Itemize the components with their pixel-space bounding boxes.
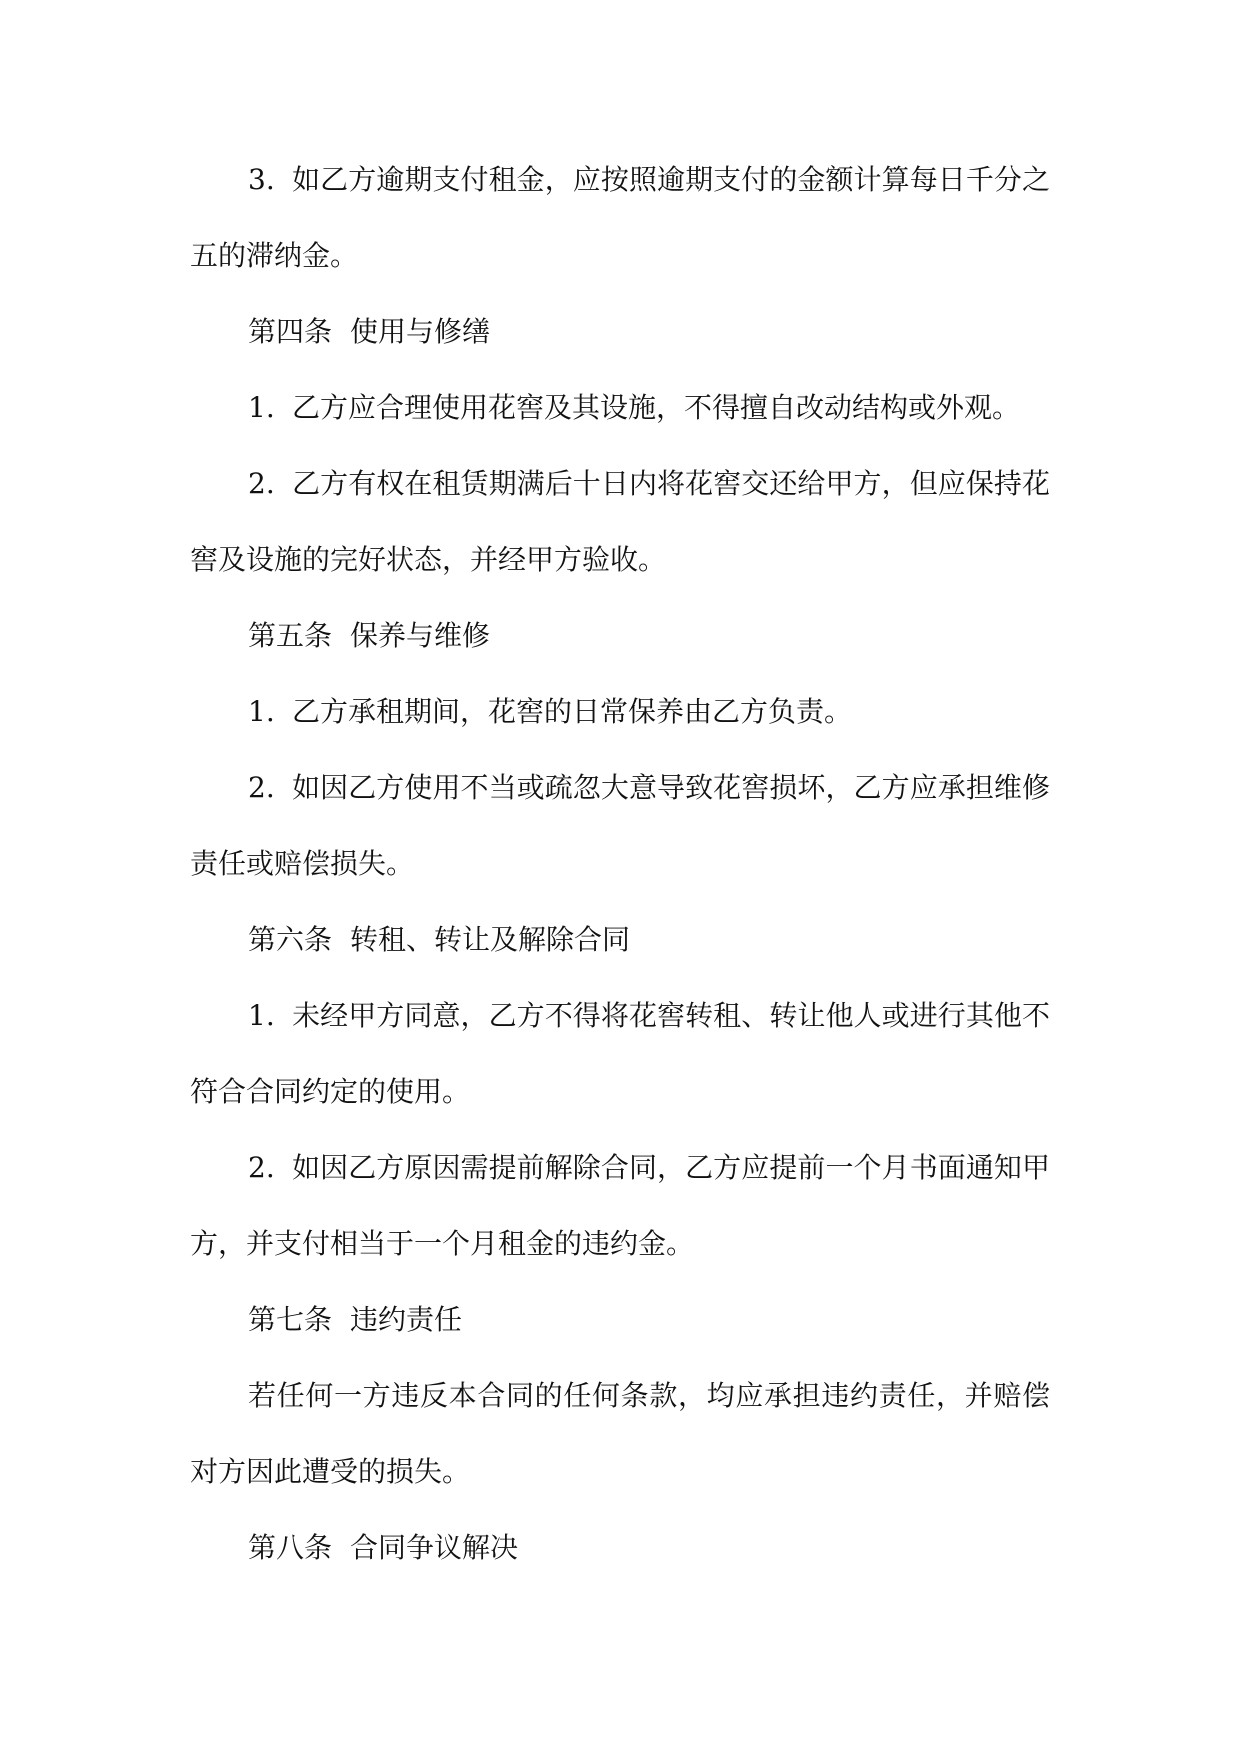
clause-item <box>190 370 1050 446</box>
article-heading <box>190 1282 1050 1358</box>
item-text: 如乙方逾期支付租金，应按照逾期支付的金额计算每日千分之五的滞纳金。 <box>190 163 1050 272</box>
clause-item <box>190 446 1050 598</box>
article-title: 转租、转让及解除合同 <box>350 923 631 956</box>
article-title: 合同争议解决 <box>350 1531 519 1564</box>
item-number: 1. <box>248 999 275 1032</box>
item-number: 2. <box>248 771 275 804</box>
article-heading <box>190 598 1050 674</box>
article-label: 第六条 <box>248 923 333 956</box>
clause-item <box>190 142 1050 294</box>
item-text: 如因乙方原因需提前解除合同，乙方应提前一个月书面通知甲方，并支付相当于一个月租金的违约金。 <box>190 1151 1050 1260</box>
article-label: 第八条 <box>248 1531 333 1564</box>
paragraph-text: 若任何一方违反本合同的任何条款，均应承担违约责任，并赔偿对方因此遭受的损失。 <box>190 1379 1050 1488</box>
item-text: 乙方应合理使用花窖及其设施，不得擅自改动结构或外观。 <box>292 391 1021 424</box>
item-number: 1. <box>248 695 275 728</box>
item-number: 2. <box>248 1151 275 1184</box>
item-text: 未经甲方同意，乙方不得将花窖转租、转让他人或进行其他不符合合同约定的使用。 <box>190 999 1050 1108</box>
article-label: 第四条 <box>248 315 333 348</box>
article-title: 使用与修缮 <box>350 315 491 348</box>
clause-item <box>190 978 1050 1130</box>
item-text: 乙方承租期间，花窖的日常保养由乙方负责。 <box>292 695 853 728</box>
article-heading <box>190 1510 1050 1586</box>
article-label: 第七条 <box>248 1303 333 1336</box>
clause-item <box>190 750 1050 902</box>
article-heading <box>190 294 1050 370</box>
item-number: 2. <box>248 467 275 500</box>
clause-item <box>190 674 1050 750</box>
clause-item <box>190 1130 1050 1282</box>
item-text: 乙方有权在租赁期满后十日内将花窖交还给甲方，但应保持花窖及设施的完好状态，并经甲方验收。 <box>190 467 1050 576</box>
article-label: 第五条 <box>248 619 333 652</box>
item-number: 3. <box>248 163 275 196</box>
body-paragraph <box>190 1358 1050 1510</box>
article-title: 违约责任 <box>350 1303 463 1336</box>
item-number: 1. <box>248 391 275 424</box>
document-body <box>190 142 1050 1586</box>
article-title: 保养与维修 <box>350 619 491 652</box>
item-text: 如因乙方使用不当或疏忽大意导致花窖损坏，乙方应承担维修责任或赔偿损失。 <box>190 771 1050 880</box>
article-heading <box>190 902 1050 978</box>
